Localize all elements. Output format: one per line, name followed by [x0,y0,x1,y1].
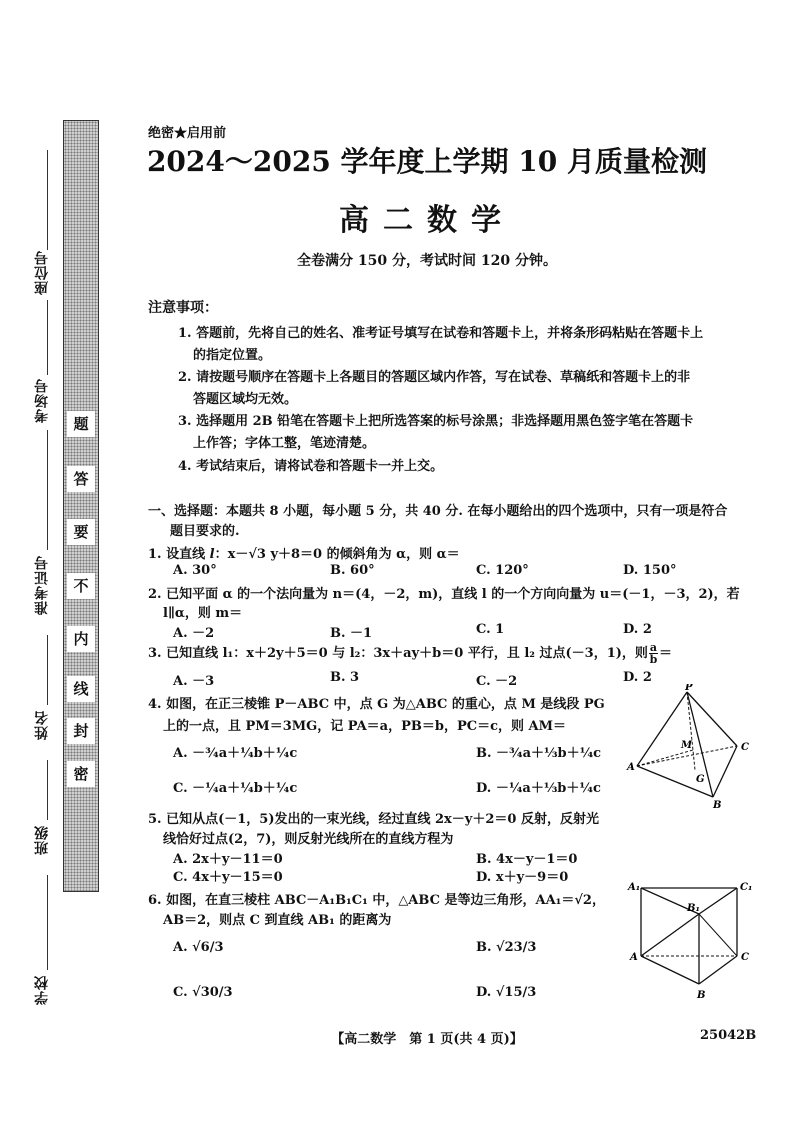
notice-line: 的指定位置。 [193,348,272,363]
label-B1: B₁ [687,903,700,914]
seat-number-label: 座位号 [34,250,50,295]
question-2-stem-cont: l∥α，则 m＝ [163,606,243,621]
q1-option-a: A. 30° [173,563,217,578]
name-label: 姓名 [34,710,50,740]
question-4-stem: 4. 如图，在正三棱锥 P－ABC 中，点 G 为△ABC 的重心，点 M 是线段 PG [148,697,605,712]
question-3-stem: 3. 已知直线 l₁：x＋2y＋5＝0 与 l₂：3x＋ay＋b＝0 平行，且 l₂ 过点(－3，1)，则 $\frac{a}{b}$ ＝ [148,641,673,666]
label-C: C [741,952,749,963]
seal-char: 内 [67,626,95,652]
q3-option-d: D. 2 [623,670,652,685]
q1-option-c: C. 120° [476,563,529,578]
field-line [47,635,48,705]
q6-option-a: A. √6/3 [173,940,224,955]
seal-char: 线 [67,676,95,702]
notice-line: 2. 请按题号顺序在答题卡上各题目的答题区域内作答，写在试卷、草稿纸和答题卡上的非 [178,370,691,385]
q3-option-c: C. －2 [476,674,518,689]
field-line [47,760,48,820]
notice-line: 1. 答题前，先将自己的姓名、准考证号填写在试卷和答题卡上，并将条形码粘贴在答题卡上 [178,326,704,341]
notice-line: 3. 选择题用 2B 铅笔在答题卡上把所选答案的标号涂黑；非选择题用黑色签字笔在答题卡 [178,414,694,429]
notice-line: 答题区域均无效。 [193,392,298,407]
question-6-stem: 6. 如图，在直三棱柱 ABC－A₁B₁C₁ 中，△ABC 是等边三角形，AA₁＝√2， [148,893,605,908]
label-A: A [630,952,638,963]
label-B: B [713,800,722,811]
q6-option-b: B. √23/3 [476,940,537,955]
seal-char: 答 [67,466,95,492]
class-label: 班级 [34,825,50,855]
label-G: G [696,774,705,785]
question-2-stem: 2. 已知平面 α 的一个法向量为 n＝(4，－2，m)，直线 l 的一个方向向量为 u＝(－1，－3，2)，若 [148,587,740,602]
q4-option-b: B. －¾a＋⅓b＋¼c [476,746,602,761]
label-C1: C₁ [740,882,753,893]
label-B: B [697,990,706,1001]
label-A: A [627,762,635,773]
field-line [47,875,48,970]
subject-title: 高二数学 [339,203,515,238]
q5-option-b: B. 4x－y－1＝0 [476,852,578,867]
q2-option-b: B. －1 [330,626,373,641]
seal-char: 不 [67,573,95,599]
q4-option-a: A. －¾a＋¼b＋¼c [173,746,298,761]
q3-option-a: A. －3 [173,674,215,689]
q6-option-d: D. √15/3 [476,985,537,1000]
question-1-stem: 1. 设直线 l：x－√3 y＋8＝0 的倾斜角为 α，则 α＝ [148,547,460,562]
question-4-stem-cont: 上的一点，且 PM＝3MG，记 PA＝a，PB＝b，PC＝c，则 AM＝ [163,719,566,734]
school-label: 学校 [34,975,50,1005]
q5-option-a: A. 2x＋y－11＝0 [173,852,283,867]
paper-code: 25042B [700,1028,757,1043]
section-heading-cont: 题目要求的. [170,524,240,539]
seal-char: 封 [67,718,95,744]
seal-char: 密 [67,761,95,787]
label-P: P [685,684,693,693]
q3-option-b: B. 3 [330,670,360,685]
label-M: M [681,740,693,751]
q1-option-d: D. 150° [623,563,677,578]
q2-option-c: C. 1 [476,622,505,637]
fraction-a-over-b: $\frac{a}{b}$ [649,641,658,666]
seal-char: 要 [67,519,95,545]
question-5-stem: 5. 已知从点(－1，5)发出的一束光线，经过直线 2x－y＋2＝0 反射，反射光 [148,812,599,827]
q4-option-c: C. －¼a＋¼b＋¼c [173,781,298,796]
q4-option-d: D. －¼a＋⅓b＋¼c [476,781,601,796]
q2-option-a: A. －2 [173,626,215,641]
exam-room-label: 考场号 [34,378,50,423]
seal-char: 题 [67,411,95,437]
field-line [47,430,48,550]
confidential-mark: 绝密★启用前 [148,126,227,141]
question-6-stem-cont: AB＝2，则点 C 到直线 AB₁ 的距离为 [163,913,392,928]
admission-number-label: 准考证号 [34,555,50,615]
page-footer: 【高二数学 第 1 页(共 4 页)】 [331,1032,523,1047]
label-C: C [741,742,749,753]
notice-line: 上作答；字体工整，笔迹清楚。 [193,436,376,451]
pyramid-figure [625,684,765,814]
exam-title: 2024～2025 学年度上学期 10 月质量检测 [146,145,708,178]
q5-option-c: C. 4x＋y－15＝0 [173,870,283,885]
q2-option-d: D. 2 [623,622,652,637]
q1-option-b: B. 60° [330,563,375,578]
prism-figure [625,878,765,1006]
notice-heading: 注意事项： [148,300,218,316]
section-heading: 一、选择题：本题共 8 小题，每小题 5 分，共 40 分. 在每小题给出的四个选项中，只有一项是符合 [148,504,728,519]
question-5-stem-cont: 线恰好过点(2，7)，则反射光线所在的直线方程为 [163,832,454,847]
field-line [47,300,48,375]
score-info: 全卷满分 150 分，考试时间 120 分钟。 [297,253,557,269]
q6-option-c: C. √30/3 [173,985,233,1000]
q5-option-d: D. x＋y－9＝0 [476,870,569,885]
label-A1: A₁ [628,882,641,893]
notice-line: 4. 考试结束后，请将试卷和答题卡一并上交。 [178,459,444,474]
